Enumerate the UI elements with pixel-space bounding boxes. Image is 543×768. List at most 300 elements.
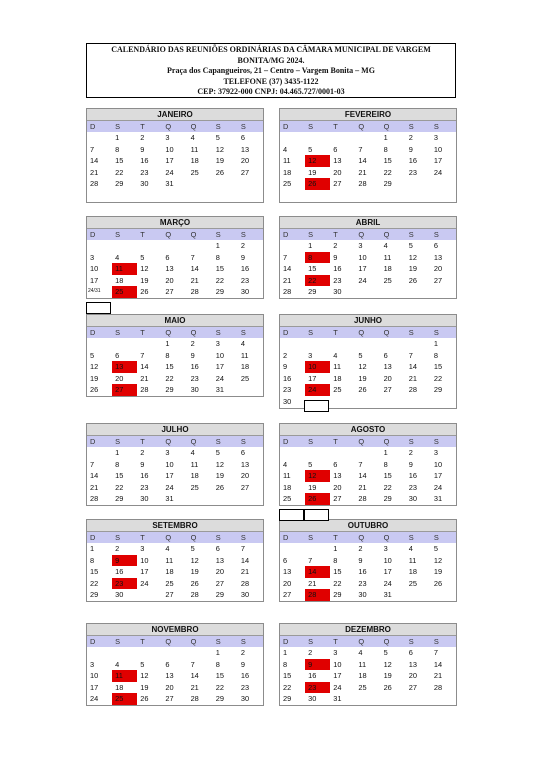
weekday-header-row <box>87 636 263 647</box>
empty-day-cell <box>355 447 380 459</box>
weekday-label: D <box>87 436 112 447</box>
weekday-label: Q <box>162 636 187 647</box>
weekday-header-row <box>87 532 263 543</box>
day-cell: 27 <box>433 275 443 285</box>
day-cell: 22 <box>383 482 392 492</box>
day-cell: 21 <box>190 275 199 285</box>
weekday-label: Q <box>355 436 380 447</box>
day-cell: 11 <box>190 144 199 154</box>
month-7 <box>279 423 457 506</box>
meeting-day-cell: 26 <box>305 493 330 505</box>
day-cell: 10 <box>140 555 149 565</box>
header-title-line-1: CALENDÁRIO DAS REUNIÕES ORDINÁRIAS DA CÂMARA MUNICIPAL DE VARGEM <box>111 45 431 54</box>
month-table <box>280 229 456 298</box>
month-1 <box>279 108 457 203</box>
weekday-label: Q <box>162 121 187 132</box>
day-cell: 9 <box>408 459 413 469</box>
day-cell: 20 <box>115 373 124 383</box>
day-cell: 3 <box>308 350 313 360</box>
empty-day-cell <box>238 493 263 505</box>
week-row <box>87 286 263 298</box>
day-cell: 24 <box>140 578 149 588</box>
week-row <box>280 589 456 601</box>
weekday-label: Q <box>188 436 213 447</box>
day-cell: 13 <box>408 659 417 669</box>
day-cell: 21 <box>240 567 250 577</box>
day-cell: 20 <box>215 567 224 577</box>
day-cell: 30 <box>240 694 250 704</box>
day-cell: 29 <box>383 494 392 504</box>
day-cell: 9 <box>283 362 288 372</box>
day-cell: 17 <box>215 362 224 372</box>
month-table <box>87 436 263 505</box>
day-cell: 29 <box>115 494 124 504</box>
weekday-label: T <box>330 121 355 132</box>
month-table <box>280 327 456 408</box>
weekday-label: D <box>87 229 112 240</box>
day-cell: 22 <box>90 578 99 588</box>
day-cell: 23 <box>140 482 149 492</box>
empty-day-cell <box>431 286 456 298</box>
day-cell: 3 <box>433 448 438 457</box>
day-cell: 18 <box>283 482 292 492</box>
week-row <box>87 470 263 482</box>
empty-box-marco <box>86 302 111 314</box>
weekday-label: Q <box>355 532 380 543</box>
weekday-label: S <box>112 532 137 543</box>
empty-day-cell <box>188 240 213 252</box>
day-cell: 9 <box>140 144 145 154</box>
meeting-day-cell: 23 <box>305 682 330 694</box>
day-cell: 19 <box>358 373 367 383</box>
meeting-day-cell: 25 <box>112 693 137 705</box>
day-cell: 19 <box>90 373 99 383</box>
month-table <box>280 436 456 505</box>
day-cell: 3 <box>165 448 170 457</box>
empty-day-cell <box>213 190 238 202</box>
week-row <box>280 459 456 471</box>
empty-day-cell <box>406 338 431 350</box>
weekday-label: T <box>330 436 355 447</box>
day-cell: 3 <box>90 252 95 262</box>
day-cell: 5 <box>408 241 413 250</box>
weekday-label: S <box>213 436 238 447</box>
day-cell: 5 <box>215 448 220 457</box>
day-cell: 13 <box>240 459 250 469</box>
day-cell: 1 <box>308 241 313 250</box>
day-cell: 26 <box>358 385 367 395</box>
day-cell: 15 <box>115 156 124 166</box>
day-cell: 11 <box>190 459 199 469</box>
weekday-label: S <box>238 229 263 240</box>
weekday-label: S <box>112 121 137 132</box>
day-cell: 21 <box>358 167 367 177</box>
day-cell: 14 <box>283 264 292 274</box>
day-cell: 13 <box>433 252 443 262</box>
day-cell: 26 <box>215 482 224 492</box>
day-cell: 17 <box>140 567 149 577</box>
month-title: MARÇO <box>87 217 263 229</box>
day-cell: 8 <box>215 659 220 669</box>
weekday-label: T <box>137 229 162 240</box>
day-cell: 25 <box>358 682 367 692</box>
month-10 <box>86 623 264 706</box>
day-cell: 25 <box>240 373 250 383</box>
day-cell: 20 <box>165 682 174 692</box>
weekday-label: S <box>112 636 137 647</box>
day-cell: 2 <box>140 448 145 457</box>
day-cell: 3 <box>165 133 170 142</box>
weekday-label: Q <box>381 229 406 240</box>
day-cell: 20 <box>383 373 392 383</box>
empty-day-cell <box>355 190 380 202</box>
day-cell: 15 <box>90 567 99 577</box>
empty-day-cell <box>305 447 330 459</box>
day-cell: 7 <box>190 659 195 669</box>
month-title: ABRIL <box>280 217 456 229</box>
empty-day-cell <box>162 190 187 202</box>
day-cell: 8 <box>333 555 338 565</box>
day-cell: 15 <box>283 671 292 681</box>
weekday-label: Q <box>162 532 187 543</box>
empty-day-cell <box>162 647 187 659</box>
empty-day-cell <box>280 338 305 350</box>
month-5 <box>279 314 457 409</box>
day-cell: 29 <box>90 590 99 600</box>
day-cell: 15 <box>433 362 443 372</box>
empty-day-cell <box>188 647 213 659</box>
day-cell: 4 <box>283 459 288 469</box>
day-cell: 13 <box>333 471 342 481</box>
day-cell: 8 <box>115 459 120 469</box>
day-cell: 7 <box>433 648 438 657</box>
day-cell: 15 <box>215 671 224 681</box>
day-cell: 27 <box>165 694 174 704</box>
weekday-label: S <box>238 436 263 447</box>
day-cell: 14 <box>358 471 367 481</box>
day-cell: 24 <box>90 694 99 704</box>
day-cell: 16 <box>190 362 199 372</box>
day-cell: 20 <box>283 578 292 588</box>
day-cell: 10 <box>90 671 99 681</box>
week-row <box>87 178 263 190</box>
day-cell: 16 <box>140 156 149 166</box>
day-cell: 4 <box>115 252 120 262</box>
weekday-label: S <box>305 229 330 240</box>
day-cell: 9 <box>333 252 338 262</box>
week-row <box>87 543 263 555</box>
weekday-header-row <box>280 636 456 647</box>
day-cell: 30 <box>140 494 149 504</box>
day-cell: 1 <box>215 241 220 250</box>
day-cell: 31 <box>215 385 224 395</box>
day-cell: 14 <box>433 659 443 669</box>
week-row <box>87 447 263 459</box>
weekday-label: S <box>213 327 238 338</box>
day-cell: 22 <box>283 682 292 692</box>
day-cell: 14 <box>190 671 199 681</box>
day-cell: 21 <box>283 275 292 285</box>
day-cell: 7 <box>240 544 245 553</box>
day-cell: 25 <box>165 578 174 588</box>
empty-day-cell <box>305 132 330 144</box>
day-cell: 2 <box>333 241 338 250</box>
day-cell: 4 <box>190 133 195 142</box>
day-cell: 5 <box>383 648 388 657</box>
month-4 <box>86 314 264 397</box>
empty-day-cell <box>355 338 380 350</box>
meeting-day-cell: 8 <box>305 252 330 264</box>
week-row <box>280 447 456 459</box>
week-row <box>280 178 456 190</box>
day-cell: 29 <box>308 287 317 297</box>
weekday-label: Q <box>188 121 213 132</box>
empty-day-cell <box>431 190 456 202</box>
day-cell: 2 <box>140 133 145 142</box>
day-cell: 4 <box>408 544 413 553</box>
day-cell: 10 <box>215 350 224 360</box>
week-row <box>280 682 456 694</box>
day-cell: 18 <box>165 567 174 577</box>
day-cell: 28 <box>190 694 199 704</box>
day-cell: 19 <box>308 167 317 177</box>
day-cell: 8 <box>215 252 220 262</box>
empty-day-cell <box>355 286 380 298</box>
day-cell: 6 <box>215 544 220 553</box>
day-cell: 5 <box>308 144 313 154</box>
week-row <box>87 566 263 578</box>
weekday-label: S <box>112 327 137 338</box>
day-cell: 21 <box>140 373 149 383</box>
month-title: OUTUBRO <box>280 520 456 532</box>
day-cell: 18 <box>333 373 342 383</box>
weekday-label: S <box>431 532 456 543</box>
weekday-label: S <box>305 532 330 543</box>
week-row <box>280 252 456 264</box>
day-cell: 2 <box>240 648 245 657</box>
day-cell: 18 <box>190 156 199 166</box>
week-row <box>87 263 263 275</box>
day-cell: 29 <box>433 385 443 395</box>
weekday-label: D <box>280 532 305 543</box>
meeting-day-cell: 22 <box>305 275 330 287</box>
day-cell: 10 <box>358 252 367 262</box>
day-cell: 20 <box>408 671 417 681</box>
weekday-label: Q <box>188 636 213 647</box>
day-cell: 20 <box>240 156 250 166</box>
weekday-label: S <box>213 229 238 240</box>
meeting-day-cell: 11 <box>112 670 137 682</box>
document-header <box>86 43 456 98</box>
empty-day-cell <box>305 543 330 555</box>
weekday-header-row <box>87 436 263 447</box>
day-cell: 23 <box>358 578 367 588</box>
week-row <box>280 286 456 298</box>
day-cell: 27 <box>165 590 174 600</box>
day-cell: 12 <box>140 264 149 274</box>
empty-day-cell <box>87 647 112 659</box>
day-cell: 10 <box>165 144 174 154</box>
day-cell: 11 <box>358 659 367 669</box>
empty-day-cell <box>188 493 213 505</box>
day-cell: 18 <box>190 471 199 481</box>
day-cell: 20 <box>240 471 250 481</box>
day-cell: 28 <box>190 590 199 600</box>
day-cell: 23 <box>240 682 250 692</box>
empty-day-cell <box>112 240 137 252</box>
day-cell: 2 <box>408 448 413 457</box>
empty-day-cell <box>87 338 112 350</box>
week-row <box>280 647 456 659</box>
day-cell: 5 <box>358 350 363 360</box>
week-row <box>87 275 263 287</box>
weekday-label: Q <box>188 327 213 338</box>
day-cell: 10 <box>165 459 174 469</box>
empty-day-cell <box>87 447 112 459</box>
week-row <box>87 338 263 350</box>
day-cell: 15 <box>215 264 224 274</box>
day-cell: 31 <box>333 694 342 704</box>
meeting-day-cell: 11 <box>112 263 137 275</box>
day-cell: 3 <box>433 133 438 142</box>
month-0 <box>86 108 264 203</box>
day-cell: 25 <box>333 385 342 395</box>
day-cell: 24 <box>383 578 392 588</box>
day-cell: 9 <box>408 144 413 154</box>
day-cell: 19 <box>190 567 199 577</box>
day-cell: 19 <box>215 471 224 481</box>
weekday-header-row <box>280 436 456 447</box>
day-cell: 15 <box>115 471 124 481</box>
day-cell: 25 <box>190 482 199 492</box>
empty-day-cell <box>137 190 162 202</box>
weekday-label: Q <box>355 327 380 338</box>
month-table <box>87 121 263 202</box>
day-cell: 25 <box>408 578 417 588</box>
day-cell: 10 <box>333 659 342 669</box>
week-row <box>87 589 263 601</box>
day-cell: 1 <box>115 448 120 457</box>
week-row <box>280 132 456 144</box>
weekday-header-row <box>280 121 456 132</box>
day-cell: 27 <box>283 590 292 600</box>
empty-day-cell <box>406 286 431 298</box>
day-cell: 12 <box>90 362 99 372</box>
week-row <box>87 350 263 362</box>
day-cell: 16 <box>115 567 124 577</box>
weekday-label: D <box>280 327 305 338</box>
weekday-label: Q <box>355 121 380 132</box>
weekday-label: Q <box>381 636 406 647</box>
day-cell: 27 <box>240 482 250 492</box>
day-cell: 29 <box>283 694 292 704</box>
day-cell: 27 <box>408 682 417 692</box>
day-cell: 6 <box>433 241 438 250</box>
month-table <box>280 636 456 705</box>
weekday-label: S <box>238 532 263 543</box>
day-cell: 26 <box>190 578 199 588</box>
week-row <box>280 338 456 350</box>
day-cell: 26 <box>383 682 392 692</box>
day-cell: 7 <box>283 252 288 262</box>
weekday-label: T <box>330 327 355 338</box>
day-cell: 3 <box>140 544 145 553</box>
day-cell: 22 <box>165 373 174 383</box>
week-row <box>280 670 456 682</box>
day-cell: 26 <box>215 167 224 177</box>
week-row <box>87 155 263 167</box>
day-cell: 17 <box>90 275 99 285</box>
week-row <box>280 659 456 671</box>
day-cell: 29 <box>115 179 124 189</box>
day-cell: 10 <box>433 459 443 469</box>
empty-day-cell <box>381 693 406 705</box>
week-row <box>87 482 263 494</box>
empty-day-cell <box>280 190 305 202</box>
weekday-label: Q <box>162 436 187 447</box>
meeting-day-cell: 13 <box>112 361 137 373</box>
day-cell: 18 <box>358 671 367 681</box>
weekday-label: Q <box>355 636 380 647</box>
day-cell: 3 <box>90 659 95 669</box>
day-cell: 14 <box>140 362 149 372</box>
day-cell: 4 <box>115 659 120 669</box>
empty-day-cell <box>87 190 112 202</box>
day-cell: 14 <box>408 362 417 372</box>
weekday-header-row <box>280 229 456 240</box>
day-cell: 22 <box>115 482 124 492</box>
day-cell: 24 <box>165 482 174 492</box>
weekday-label: Q <box>381 532 406 543</box>
day-cell: 20 <box>333 482 342 492</box>
month-title: SETEMBRO <box>87 520 263 532</box>
day-cell: 17 <box>90 682 99 692</box>
header-cep-cnpj: CEP: 37922-000 CNPJ: 04.465.727/0001-03 <box>197 87 345 96</box>
day-cell: 6 <box>383 350 388 360</box>
day-cell: 11 <box>283 471 291 481</box>
day-cell: 7 <box>90 459 95 469</box>
day-cell: 1 <box>383 133 388 142</box>
day-cell: 4 <box>383 241 388 250</box>
empty-day-cell <box>406 693 431 705</box>
day-cell: 14 <box>240 555 250 565</box>
day-cell: 10 <box>383 555 392 565</box>
day-cell: 15 <box>308 264 317 274</box>
weekday-label: S <box>305 436 330 447</box>
day-cell: 2 <box>408 133 413 142</box>
weekday-label: S <box>213 532 238 543</box>
weekday-label: D <box>87 532 112 543</box>
day-cell: 20 <box>333 167 342 177</box>
empty-day-cell <box>330 447 355 459</box>
day-cell: 20 <box>165 275 174 285</box>
day-cell: 1 <box>115 133 120 142</box>
day-cell: 30 <box>190 385 199 395</box>
weekday-label: T <box>330 532 355 543</box>
day-cell: 19 <box>140 275 149 285</box>
empty-day-cell <box>355 396 380 408</box>
day-cell: 17 <box>308 373 317 383</box>
day-cell: 26 <box>408 275 417 285</box>
meeting-day-cell: 28 <box>305 589 330 601</box>
meeting-day-cell: 24 <box>305 384 330 396</box>
empty-day-cell <box>280 447 305 459</box>
day-cell: 25 <box>383 275 392 285</box>
month-title: DEZEMBRO <box>280 624 456 636</box>
day-cell: 25 <box>283 494 292 504</box>
day-cell: 25 <box>283 179 292 189</box>
day-cell: 23 <box>333 275 342 285</box>
